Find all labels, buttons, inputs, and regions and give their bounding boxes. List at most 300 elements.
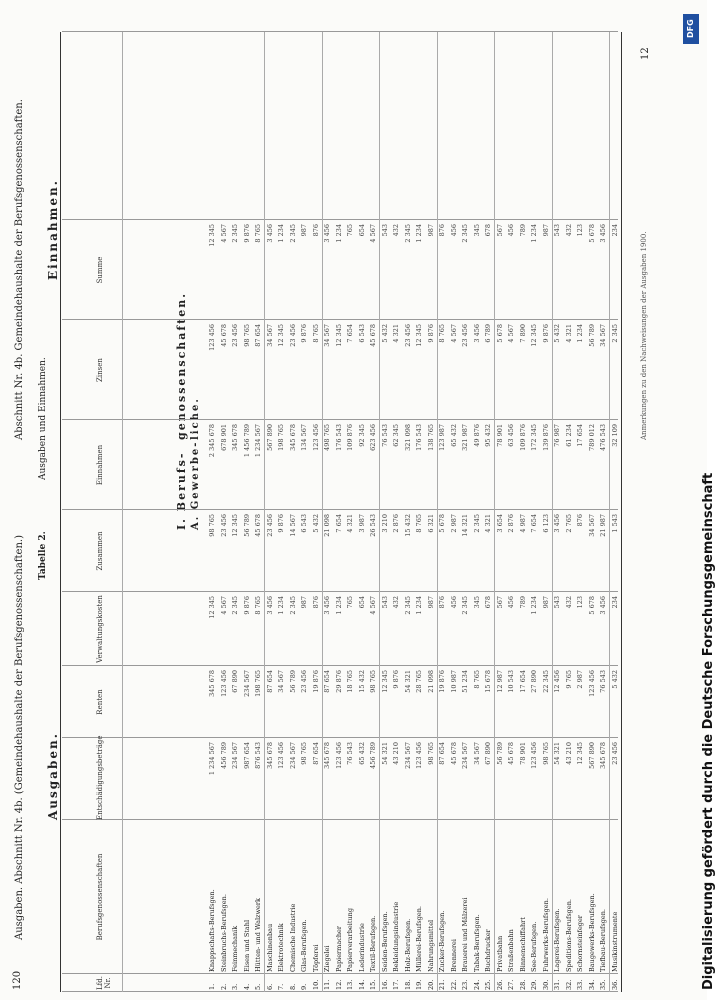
- cell-value: 123 456: [311, 424, 320, 451]
- cell-value: 3 456: [553, 514, 561, 533]
- cell-value: 45 678: [507, 742, 515, 765]
- cell-value: 10 543: [507, 670, 515, 693]
- cell-value: 987: [541, 596, 550, 609]
- header-right: Abschnitt Nr. 4b. Gemeindehaushalte der Berufsgenossenschaften.: [14, 99, 25, 440]
- cell-value: 2 987: [449, 514, 458, 533]
- cell-value: 567: [495, 224, 504, 237]
- cell-value: 567 890: [587, 742, 596, 769]
- row-label: Lagerei-Berufsgen.: [553, 908, 561, 972]
- column-header: Renten: [96, 689, 104, 715]
- cell-value: 12 345: [208, 224, 216, 247]
- cell-value: 5 432: [311, 514, 320, 533]
- table-row: [300, 34, 309, 990]
- cell-value: 1 234: [530, 596, 538, 615]
- cell-value: 3 210: [380, 514, 389, 533]
- cell-value: 98 765: [541, 742, 550, 765]
- cell-value: 5 678: [438, 514, 446, 533]
- cell-value: 123 456: [208, 324, 216, 351]
- cell-value: 87 654: [265, 670, 274, 693]
- cell-value: 8 765: [254, 596, 262, 615]
- cell-value: 27 890: [530, 670, 538, 693]
- cell-value: 14 321: [461, 514, 469, 537]
- row-label: Straßenbahn: [507, 929, 515, 972]
- cell-value: 12 456: [553, 670, 561, 693]
- cell-value: 123 456: [334, 742, 343, 769]
- row-number: 5.: [254, 983, 262, 990]
- cell-value: 456 789: [369, 742, 377, 769]
- row-label: Chemische Industrie: [288, 903, 297, 972]
- cell-value: 12 345: [231, 514, 239, 537]
- cell-value: 23 456: [219, 514, 228, 537]
- cell-value: 19 876: [311, 670, 320, 693]
- cell-value: 2 345: [472, 514, 481, 533]
- cell-value: 21 098: [426, 670, 435, 693]
- cell-value: 176 543: [415, 424, 423, 451]
- cell-value: 5 432: [553, 324, 561, 343]
- row-number: 28.: [518, 979, 527, 990]
- cell-value: 98 765: [426, 742, 435, 765]
- row-label: Tiefbau-Berufsgen.: [599, 908, 607, 972]
- cell-value: 23 456: [265, 514, 274, 537]
- cell-value: 65 432: [449, 424, 458, 447]
- cell-value: 2 765: [564, 514, 573, 533]
- cell-value: 12 345: [576, 742, 584, 765]
- table-row: [588, 34, 597, 990]
- cell-value: 7 890: [518, 324, 527, 343]
- row-number: 7.: [277, 983, 285, 990]
- cell-value: 1 234: [277, 596, 285, 615]
- cell-value: 4 321: [392, 324, 400, 343]
- row-number: 17.: [392, 979, 400, 990]
- table-row: [599, 34, 608, 990]
- cell-value: 5 432: [610, 670, 619, 689]
- row-label: Fuhrwerks-Berufsgen.: [541, 898, 550, 972]
- cell-value: 543: [553, 596, 561, 609]
- cell-value: 43 210: [392, 742, 400, 765]
- cell-value: 76 543: [380, 424, 389, 447]
- table-row: [415, 34, 424, 990]
- row-number: 34.: [587, 979, 596, 990]
- cell-value: 4 321: [346, 514, 354, 533]
- row-label: Schornsteinfeger: [576, 915, 584, 972]
- cell-value: 12 345: [530, 324, 538, 347]
- row-label: Brauerei und Mälzerei: [461, 897, 469, 972]
- table-row: [231, 34, 240, 990]
- cell-value: 345 678: [208, 670, 216, 697]
- cell-value: 109 876: [346, 424, 354, 451]
- row-label: Maschinenbau: [265, 923, 274, 972]
- cell-value: 876: [438, 596, 446, 609]
- table-row: [484, 34, 493, 990]
- cell-value: 67 890: [484, 742, 492, 765]
- cell-value: 345: [472, 224, 481, 237]
- cell-value: 76 987: [553, 424, 561, 447]
- cell-value: 1 234: [415, 596, 423, 615]
- cell-value: 51 234: [461, 670, 469, 693]
- cell-value: 456: [449, 224, 458, 237]
- cell-value: 138 765: [426, 424, 435, 451]
- table-row: [277, 34, 286, 990]
- cell-value: 78 901: [495, 424, 504, 447]
- cell-value: 4 567: [369, 224, 377, 243]
- cell-value: 87 654: [254, 324, 262, 347]
- cell-value: 29 876: [334, 670, 343, 693]
- cell-value: 15 432: [403, 514, 412, 537]
- row-number: 30.: [541, 979, 550, 990]
- cell-value: 63 456: [507, 424, 515, 447]
- cell-value: 34 567: [472, 742, 481, 765]
- page-header: [12, 0, 36, 1000]
- table-row: [381, 34, 390, 990]
- row-number: 22.: [449, 979, 458, 990]
- row-number: 25.: [484, 979, 492, 990]
- row-label: Glas-Berufsgen.: [300, 919, 308, 972]
- cell-value: 2 876: [507, 514, 515, 533]
- row-number: 19.: [415, 979, 423, 990]
- section-ausgaben: Ausgaben.: [46, 732, 60, 820]
- cell-value: 987: [426, 224, 435, 237]
- section-einnahmen: Einnahmen.: [46, 179, 60, 280]
- cell-value: 56 789: [288, 670, 297, 693]
- page-number-left: 120: [12, 970, 23, 990]
- cell-value: 123: [576, 224, 584, 237]
- table-row: [611, 34, 620, 990]
- table-row: [392, 34, 401, 990]
- cell-value: 7 654: [530, 514, 538, 533]
- cell-value: 567 890: [265, 424, 274, 451]
- cell-value: 9 876: [300, 324, 308, 343]
- cell-value: 8 765: [254, 224, 262, 243]
- cell-value: 123 456: [277, 742, 285, 769]
- cell-value: 19 876: [438, 670, 446, 693]
- cell-value: 22 345: [541, 670, 550, 693]
- cell-value: 3 456: [323, 224, 331, 243]
- cell-value: 456: [507, 596, 515, 609]
- cell-value: 4 321: [564, 324, 573, 343]
- cell-value: 1 234: [415, 224, 423, 243]
- cell-value: 95 432: [484, 424, 492, 447]
- cell-value: 15 678: [484, 670, 492, 693]
- row-number: 12.: [334, 979, 343, 990]
- cell-value: 34 567: [277, 670, 285, 693]
- cell-value: 987 654: [242, 742, 251, 769]
- row-number: 33.: [576, 979, 584, 990]
- cell-value: 76 543: [346, 742, 354, 765]
- cell-value: 765: [346, 224, 354, 237]
- cell-value: 345 678: [231, 424, 239, 451]
- cell-value: 234: [610, 596, 619, 609]
- header-rule: [122, 32, 123, 992]
- cell-value: 28 765: [415, 670, 423, 693]
- cell-value: 43 210: [564, 742, 573, 765]
- row-number: 31.: [553, 979, 561, 990]
- cell-value: 3 654: [495, 514, 504, 533]
- row-number: 29.: [530, 979, 538, 990]
- cell-value: 9 876: [242, 596, 251, 615]
- cell-value: 23 456: [288, 324, 297, 347]
- row-label: Papiermacher: [334, 926, 343, 972]
- cell-value: 654: [357, 596, 366, 609]
- cell-value: 987: [426, 596, 435, 609]
- cell-value: 54 321: [380, 742, 389, 765]
- cell-value: 321 987: [461, 424, 469, 451]
- cell-value: 789: [518, 596, 527, 609]
- cell-value: 34 567: [323, 324, 331, 347]
- cell-value: 876: [576, 514, 584, 527]
- row-number: 4.: [242, 983, 251, 990]
- table-label: Tabelle 2.: [38, 531, 48, 580]
- cell-value: 1 234: [334, 224, 343, 243]
- table-row: [565, 34, 574, 990]
- cell-value: 198 765: [254, 670, 262, 697]
- row-number: 1.: [208, 983, 216, 990]
- cell-value: 123 456: [587, 670, 596, 697]
- cell-value: 56 789: [495, 742, 504, 765]
- cell-value: 1 234: [277, 224, 285, 243]
- cell-value: 2 345: [231, 596, 239, 615]
- cell-value: 3 456: [599, 596, 607, 615]
- cell-value: 6 123: [541, 514, 550, 533]
- cell-value: 134 567: [300, 424, 308, 451]
- row-number: 35.: [599, 979, 607, 990]
- row-label: Baugewerks-Berufsgen.: [587, 893, 596, 972]
- header-left: Ausgaben. Abschnitt Nr. 4b. (Gemeindehaushalte der Berufsgenossenschaften.): [14, 535, 25, 940]
- cell-value: 789 012: [587, 424, 596, 451]
- cell-value: 5 432: [380, 324, 389, 343]
- cell-value: 476 543: [599, 424, 607, 451]
- cell-value: 34 567: [587, 514, 596, 537]
- cell-value: 65 432: [357, 742, 366, 765]
- row-label: Eisen und Stahl: [242, 919, 251, 972]
- row-label: Lederindustrie: [357, 923, 366, 972]
- row-label: Speditions-Berufsgen.: [564, 899, 573, 972]
- cell-value: 17 654: [518, 670, 527, 693]
- table-row: [507, 34, 516, 990]
- cell-value: 3 456: [323, 596, 331, 615]
- cell-value: 9 876: [242, 224, 251, 243]
- row-label: Zucker-Berufsgen.: [438, 910, 446, 972]
- row-label: Töpferei: [311, 944, 320, 972]
- cell-value: 23 456: [231, 324, 239, 347]
- cell-value: 23 456: [403, 324, 412, 347]
- cell-value: 2 345: [288, 596, 297, 615]
- column-header: Lfd. Nr.: [96, 976, 112, 990]
- subtitle: Ausgaben und Einnahmen.: [38, 357, 48, 480]
- table-row: [519, 34, 528, 990]
- cell-value: 7 654: [334, 514, 343, 533]
- table-row: [220, 34, 229, 990]
- cell-value: 3 456: [599, 224, 607, 243]
- cell-value: 7 654: [346, 324, 354, 343]
- cell-value: 8 765: [415, 514, 423, 533]
- row-number: 20.: [426, 979, 435, 990]
- cell-value: 10 987: [449, 670, 458, 693]
- cell-value: 54 321: [403, 670, 412, 693]
- row-label: Buchdrucker: [484, 929, 492, 972]
- table-row: [473, 34, 482, 990]
- table-row: [346, 34, 355, 990]
- column-header: Einnahmen: [96, 444, 104, 486]
- row-number: 27.: [507, 979, 515, 990]
- row-number: 32.: [564, 979, 573, 990]
- cell-value: 26 543: [369, 514, 377, 537]
- row-label: See-Berufsgen.: [530, 921, 538, 972]
- column-header: Verwaltungskosten: [96, 595, 104, 663]
- cell-value: 987: [541, 224, 550, 237]
- cell-value: 2 345: [231, 224, 239, 243]
- column-rule: [62, 991, 618, 992]
- cell-value: 12 345: [334, 324, 343, 347]
- section-gewerbe: A. Gewerbe-: [190, 440, 201, 530]
- table-row: [542, 34, 551, 990]
- cell-value: 345 678: [265, 742, 274, 769]
- row-number: 11.: [323, 979, 331, 990]
- watermark-text: Digitalisierung gefördert durch die Deutsche Forschungsgemeinschaft: [701, 472, 716, 990]
- footnote: Anmerkungen zu den Nachweisungen der Ausgaben 1900.: [640, 231, 648, 440]
- cell-value: 32 109: [610, 424, 619, 447]
- cell-value: 1 234 567: [208, 742, 216, 776]
- cell-value: 23 456: [461, 324, 469, 347]
- cell-value: 1 456 789: [242, 424, 251, 458]
- cell-value: 234 567: [231, 742, 239, 769]
- row-number: 23.: [461, 979, 469, 990]
- cell-value: 6 543: [357, 324, 366, 343]
- section-genossenschaften: genossenschaften.: [175, 291, 188, 440]
- cell-value: 1 234: [530, 224, 538, 243]
- cell-value: 21 987: [599, 514, 607, 537]
- column-header: Zinsen: [96, 358, 104, 382]
- row-number: 3.: [231, 983, 239, 990]
- cell-value: 6 321: [426, 514, 435, 533]
- row-number: 21.: [438, 979, 446, 990]
- cell-value: 98 765: [369, 670, 377, 693]
- cell-value: 2 345: [288, 224, 297, 243]
- cell-value: 876 543: [254, 742, 262, 769]
- cell-value: 432: [392, 596, 400, 609]
- table-row: [427, 34, 436, 990]
- cell-value: 2 345: [403, 596, 412, 615]
- cell-value: 12 345: [277, 324, 285, 347]
- row-label: Steinbruchs-Berufsgen.: [219, 894, 228, 972]
- dfg-logo: DFG: [683, 14, 699, 44]
- table-row: [404, 34, 413, 990]
- cell-value: 2 876: [392, 514, 400, 533]
- cell-value: 345 678: [288, 424, 297, 451]
- cell-value: 78 901: [518, 742, 527, 765]
- cell-value: 4 567: [219, 224, 228, 243]
- cell-value: 3 456: [265, 596, 274, 615]
- row-number: 24.: [472, 979, 481, 990]
- cell-value: 56 789: [242, 514, 251, 537]
- row-label: Feinmechanik: [231, 925, 239, 972]
- cell-value: 18 765: [346, 670, 354, 693]
- cell-value: 678: [484, 596, 492, 609]
- cell-value: 3 456: [265, 224, 274, 243]
- cell-value: 34 567: [599, 324, 607, 347]
- cell-value: 2 987: [576, 670, 584, 689]
- row-number: 9.: [300, 983, 308, 990]
- table-row: [438, 34, 447, 990]
- cell-value: 678 901: [219, 424, 228, 451]
- cell-value: 6 543: [300, 514, 308, 533]
- table-row: [576, 34, 585, 990]
- section-liche: liche.: [190, 397, 201, 440]
- cell-value: 45 678: [219, 324, 228, 347]
- cell-value: 198 765: [277, 424, 285, 451]
- cell-value: 543: [380, 596, 389, 609]
- cell-value: 623 456: [369, 424, 377, 451]
- cell-value: 14 567: [288, 514, 297, 537]
- cell-value: 92 345: [357, 424, 366, 447]
- cell-value: 4 987: [518, 514, 527, 533]
- cell-value: 432: [564, 596, 573, 609]
- row-label: Nahrungsmittel: [426, 919, 435, 972]
- row-label: Papierverarbeitung: [346, 908, 354, 972]
- row-number: 10.: [311, 979, 320, 990]
- column-rule: [62, 31, 618, 32]
- cell-value: 678: [484, 224, 492, 237]
- cell-value: 56 789: [587, 324, 596, 347]
- table-row: [254, 34, 263, 990]
- row-label: Brennerei: [449, 939, 458, 972]
- table-row: [358, 34, 367, 990]
- cell-value: 567: [495, 596, 504, 609]
- row-label: Tabak-Berufsgen.: [472, 914, 481, 972]
- cell-value: 45 678: [449, 742, 458, 765]
- table-row: [530, 34, 539, 990]
- row-number: 8.: [288, 983, 297, 990]
- cell-value: 543: [380, 224, 389, 237]
- cell-value: 123: [576, 596, 584, 609]
- table-row: [208, 34, 217, 990]
- cell-value: 176 543: [334, 424, 343, 451]
- table-row: [323, 34, 332, 990]
- cell-value: 123 456: [219, 670, 228, 697]
- cell-value: 987: [300, 596, 308, 609]
- cell-value: 8 765: [311, 324, 320, 343]
- cell-value: 87 654: [323, 670, 331, 693]
- row-number: 14.: [357, 979, 366, 990]
- row-label: Holz-Berufsgen.: [403, 918, 412, 972]
- cell-value: 2 345: [403, 224, 412, 243]
- table-row: [335, 34, 344, 990]
- cell-value: 2 345: [461, 596, 469, 615]
- table-row: [553, 34, 562, 990]
- cell-value: 9 876: [277, 514, 285, 533]
- cell-value: 87 654: [311, 742, 320, 765]
- cell-value: 876: [438, 224, 446, 237]
- table-row: [243, 34, 252, 990]
- cell-value: 1 234: [334, 596, 343, 615]
- cell-value: 9 876: [541, 324, 550, 343]
- cell-value: 123 456: [415, 742, 423, 769]
- column-header: Zusammen: [96, 531, 104, 571]
- digitization-watermark: [681, 10, 716, 990]
- cell-value: 5 678: [587, 596, 596, 615]
- cell-value: 6 789: [484, 324, 492, 343]
- cell-value: 8 765: [438, 324, 446, 343]
- cell-value: 54 321: [553, 742, 561, 765]
- row-label: Ziegelei: [323, 945, 331, 972]
- column-header: Berufsgenossenschaften: [96, 853, 104, 941]
- row-label: Elektrotechnik: [277, 923, 285, 972]
- cell-value: 61 234: [564, 424, 573, 447]
- cell-value: 123 987: [438, 424, 446, 451]
- cell-value: 172 345: [530, 424, 538, 451]
- column-header: Summe: [96, 256, 104, 284]
- cell-value: 98 765: [300, 742, 308, 765]
- cell-value: 345 678: [599, 742, 607, 769]
